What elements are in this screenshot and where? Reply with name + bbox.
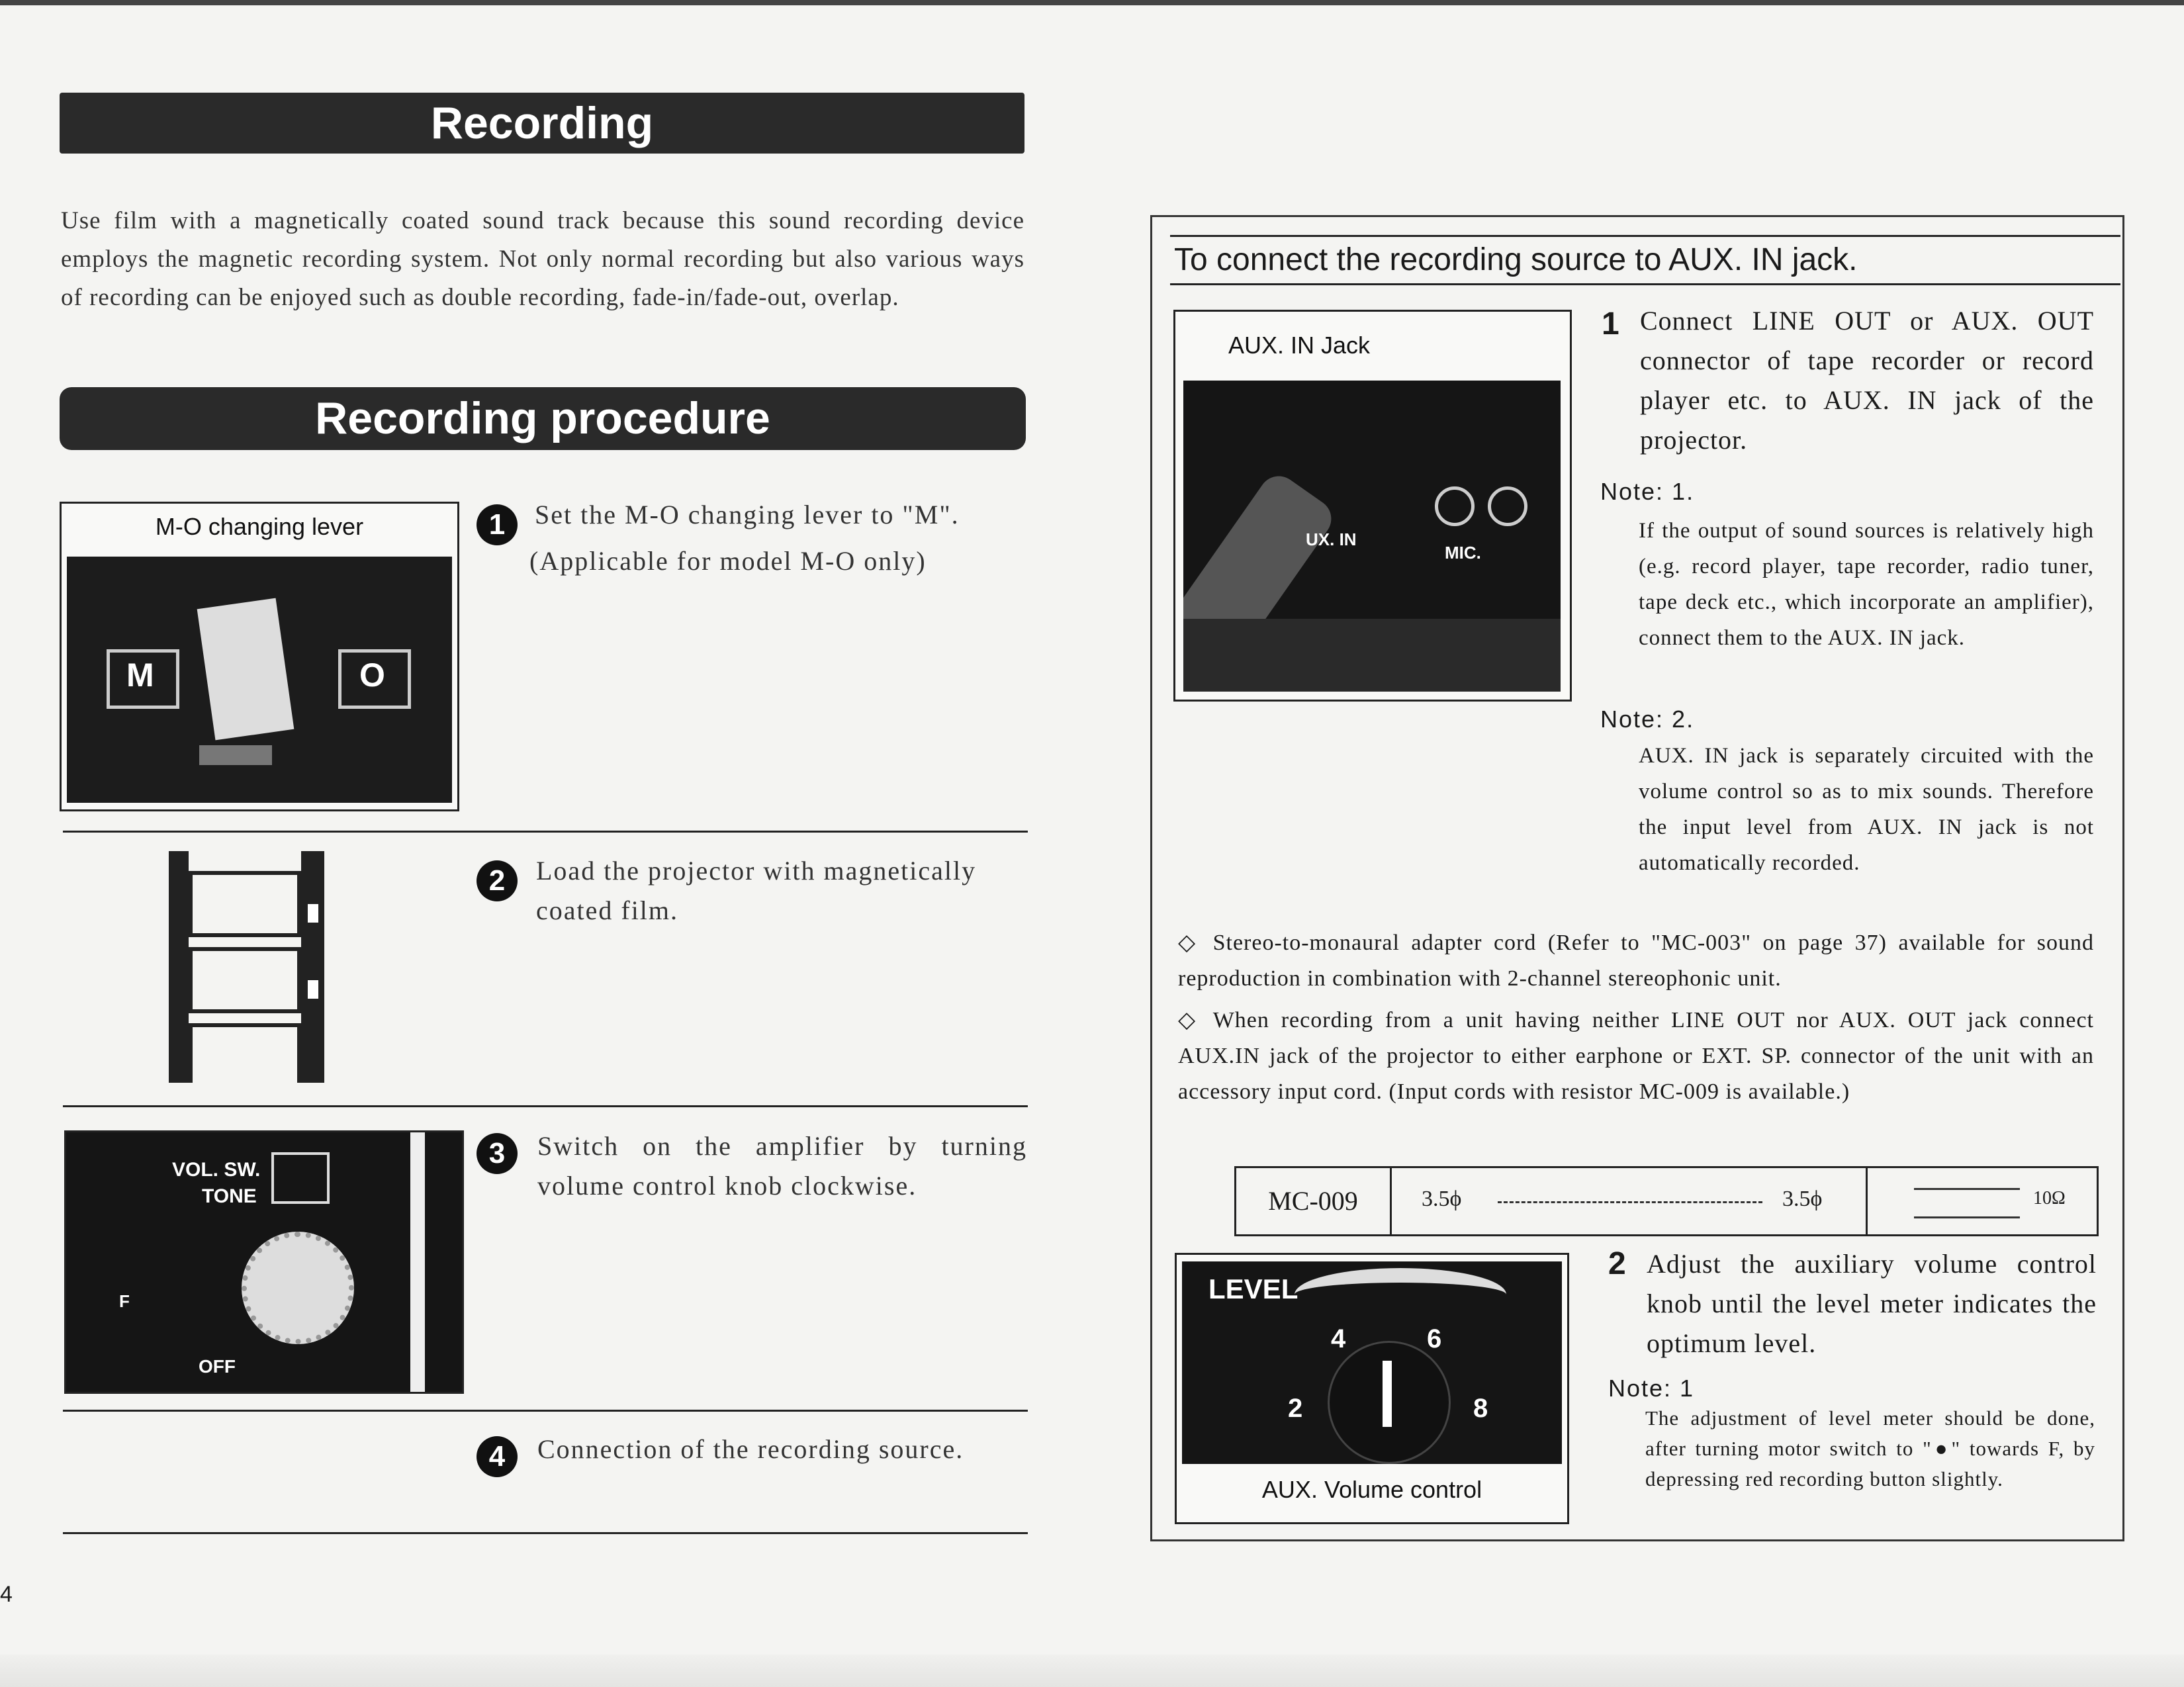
dial-mark-4: 4 [1331, 1324, 1346, 1353]
tone-label: TONE [202, 1185, 257, 1207]
lever-photo [67, 557, 452, 803]
cord-icon [1498, 1201, 1762, 1203]
note-label: Note: 1 [1608, 1375, 1695, 1402]
step-3-number: 3 [477, 1133, 518, 1174]
diamond-icon: ◇ [1178, 931, 1213, 955]
figure-level-meter [1175, 1253, 1569, 1524]
m-label: M [126, 657, 154, 694]
figure-caption: M-O changing lever [155, 513, 364, 540]
aux-in-label: UX. IN [1306, 529, 1357, 549]
step-4-text: Connection of the recording source. [537, 1434, 964, 1464]
diamond-icon: ◇ [1178, 1008, 1213, 1032]
spec-resistor-cell [1868, 1168, 2097, 1234]
aux-in-photo [1183, 381, 1561, 692]
level-label: LEVEL [1208, 1273, 1298, 1304]
bullet-input-cord: ◇ When recording from a unit having neither LINE OUT nor AUX. OUT jack connect AUX.IN jack of the projector to either earphone or EXT. SP. connector of the unit with an accessory input cord. (Input cords with resistor MC-009 is available.) [1178, 1008, 2094, 1104]
divider [63, 1532, 1028, 1534]
spec-model-cell: MC-009 [1236, 1168, 1392, 1234]
section-title-recording: Recording [60, 93, 1024, 154]
top-edge [0, 0, 2184, 5]
step-2-number: 2 [477, 860, 518, 901]
o-label: O [359, 657, 385, 694]
lever-handle-icon [197, 598, 295, 741]
film-strip-icon [169, 851, 324, 1083]
mic-label: MIC. [1445, 543, 1481, 563]
page-number: 4 [0, 1582, 13, 1607]
spec-right-size: 3.5ϕ [1782, 1187, 1823, 1211]
step-2-text: Load the projector with magnetically coated film. [536, 856, 977, 925]
note-2-text: AUX. IN jack is separately circuited with the volume control so as to mix sounds. Therefore the input level from AUX. IN jack is not automatically recorded. [1639, 744, 2094, 875]
step-1-text: Set the M-O changing lever to "M". [535, 500, 960, 529]
bullet-adapter-cord: ◇ Stereo-to-monaural adapter cord (Refer to "MC-003" on page 37) available for sound reproduction in combination with 2-channel stereophonic unit. [1178, 931, 2094, 991]
step-1-text: Connect LINE OUT or AUX. OUT connector of tape recorder or record player etc. to AUX. IN jack of the projector. [1640, 306, 2094, 455]
step-4-number: 4 [477, 1436, 518, 1477]
section-title-procedure: Recording procedure [60, 387, 1026, 450]
note-text: The adjustment of level meter should be done, after turning motor switch to "●" towards F, by depressing red recording button slightly. [1645, 1406, 2095, 1490]
figure-aux-in-jack [1173, 310, 1572, 702]
dial-mark-6: 6 [1427, 1324, 1442, 1353]
step-3-text: Switch on the amplifier by turning volume control knob clockwise. [537, 1131, 1027, 1201]
divider [63, 1105, 1028, 1107]
divider [63, 1410, 1028, 1412]
step-2-text: Adjust the auxiliary volume control knob until the level meter indicates the optimum level. [1647, 1249, 2097, 1358]
step-1-number: 1 [477, 504, 518, 545]
spec-left-size: 3.5ϕ [1422, 1187, 1462, 1211]
figure-caption: AUX. IN Jack [1228, 332, 1371, 359]
note-2-label: Note: 2. [1600, 706, 1695, 733]
volume-knob-icon [242, 1232, 354, 1344]
off-label: OFF [199, 1356, 236, 1377]
dial-mark-2: 2 [1288, 1394, 1303, 1423]
step-2-number: 2 [1608, 1246, 1626, 1281]
spec-resistor-value: 10Ω [2033, 1188, 2066, 1208]
arrow-left-icon [199, 745, 272, 765]
figure-caption: AUX. Volume control [1261, 1476, 1482, 1503]
divider [63, 831, 1028, 833]
step-1-number: 1 [1602, 306, 1619, 342]
mc-009-spec-table [1234, 1166, 2099, 1236]
amplifier-photo [64, 1130, 464, 1394]
bottom-edge [0, 1655, 2184, 1687]
panel-title: To connect the recording source to AUX. IN jack. [1170, 235, 2120, 285]
knob-pointer-icon [1383, 1361, 1392, 1427]
note-1-text: If the output of sound sources is relatively high (e.g. record player, tape recorder, radio tuner, tape deck etc., which incorporate an amplifier), connect them to the AUX. IN jack. [1639, 519, 2094, 650]
spec-cord-cell [1392, 1168, 1868, 1234]
switch-icon [271, 1152, 330, 1204]
intro-paragraph: Use film with a magnetically coated sound track because this sound recording device employs the magnetic recording system. Not only normal recording but also various ways of recording can be enjoyed such as double recording, fade-in/fade-out, overlap. [61, 207, 1024, 311]
figure-mo-lever [60, 502, 459, 811]
f-label: F [119, 1291, 130, 1311]
dial-mark-8: 8 [1473, 1394, 1488, 1423]
level-meter-photo [1182, 1261, 1562, 1464]
jack-icon [1435, 486, 1475, 526]
step-1-subtext: (Applicable for model M-O only) [529, 546, 927, 576]
resistor-icon [1914, 1188, 2020, 1218]
jack-icon [1488, 486, 1527, 526]
meter-arc-icon [1295, 1268, 1506, 1321]
vol-sw-label: VOL. SW. [172, 1159, 261, 1181]
note-1-label: Note: 1. [1600, 478, 1695, 505]
